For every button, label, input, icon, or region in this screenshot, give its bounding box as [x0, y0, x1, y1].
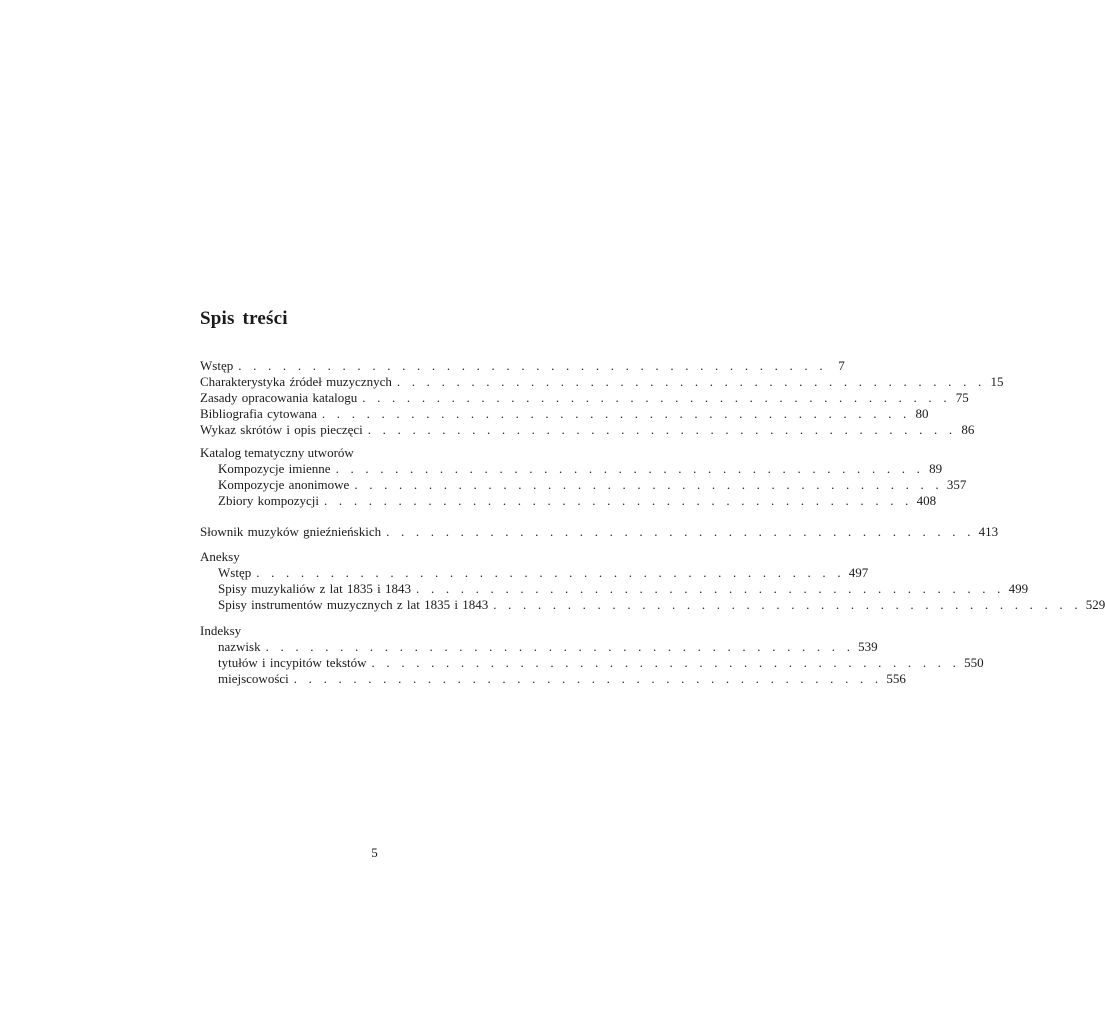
- toc-entry-label: nazwisk: [218, 639, 261, 654]
- toc-entry-label: Bibliografia cytowana: [200, 406, 317, 421]
- leader-dots: . . . . . . . . . . . . . . . . . . . . . . . . . . . . . . . . . . . . . . . .: [362, 390, 951, 405]
- toc-entry[interactable]: [200, 461, 943, 477]
- toc-entry[interactable]: [200, 639, 878, 655]
- toc-entry-label: Wstęp: [218, 565, 252, 580]
- toc-section-heading: Aneksy: [200, 549, 240, 564]
- leader-dots: . . . . . . . . . . . . . . . . . . . . . . . . . . . . . . . . . . . . . . . .: [335, 461, 925, 476]
- toc-group-catalog: [200, 445, 967, 509]
- toc-entry-page: 408: [916, 493, 937, 508]
- toc-entry-label: Zasady opracowania katalogu: [200, 390, 358, 405]
- page-number: 5: [371, 845, 378, 860]
- toc-entry-label: Spisy muzykaliów z lat 1835 i 1843: [218, 581, 412, 596]
- toc-entry[interactable]: [200, 390, 969, 406]
- toc-group-intro: [200, 358, 1004, 438]
- leader-dots: . . . . . . . . . . . . . . . . . . . . . . . . . . . . . . . . . . . . . . . .: [396, 374, 986, 389]
- toc-entry[interactable]: [200, 374, 1004, 390]
- toc-entry-page: 499: [1008, 581, 1029, 596]
- toc-entry[interactable]: [200, 565, 869, 581]
- toc-entry-page: 497: [848, 565, 869, 580]
- toc-entry-label: tytułów i incypitów tekstów: [218, 655, 367, 670]
- page-title: Spis treści: [200, 308, 288, 329]
- toc-entry-label: Charakterystyka źródeł muzycznych: [200, 374, 392, 389]
- toc-entry-label: Wstęp: [200, 358, 234, 373]
- toc-entry[interactable]: [200, 422, 975, 438]
- leader-dots: . . . . . . . . . . . . . . . . . . . . . . . . . . . . . . . . . . . . . . . .: [265, 639, 855, 654]
- toc-entry-page: 80: [915, 406, 929, 421]
- toc-section-heading: Indeksy: [200, 623, 242, 638]
- toc-group-indexes: [200, 623, 984, 687]
- leader-dots: . . . . . . . . . . . . . . . . . . . . . . . . . . . . . . . . . . . . . . . .: [238, 358, 827, 373]
- leader-dots: . . . . . . . . . . . . . . . . . . . . . . . . . . . . . . . . . . . . . . . .: [367, 422, 957, 437]
- toc-entry-page: 539: [858, 639, 878, 654]
- toc-entry[interactable]: [200, 477, 967, 493]
- toc-entry[interactable]: [200, 597, 1105, 613]
- toc-entry[interactable]: [200, 671, 906, 687]
- toc-entry[interactable]: [200, 493, 937, 509]
- toc-entry-page: 357: [946, 477, 967, 492]
- toc-entry-page: 529: [1085, 597, 1105, 612]
- toc-entry-page: 556: [886, 671, 906, 686]
- leader-dots: . . . . . . . . . . . . . . . . . . . . . . . . . . . . . . . . . . . . . . . .: [321, 406, 911, 421]
- toc-entry-label: Wykaz skrótów i opis pieczęci: [200, 422, 363, 437]
- toc-group-annexes: [200, 549, 1105, 613]
- toc-entry[interactable]: [200, 524, 999, 540]
- toc-group-dictionary: [200, 524, 999, 540]
- toc-entry-label: Kompozycje imienne: [218, 461, 331, 476]
- leader-dots: . . . . . . . . . . . . . . . . . . . . . . . . . . . . . . . . . . . . . . . .: [386, 524, 975, 539]
- toc-entry-label: miejscowości: [218, 671, 289, 686]
- toc-entry-page: 89: [929, 461, 943, 476]
- toc-entry-page: 550: [964, 655, 984, 670]
- leader-dots: . . . . . . . . . . . . . . . . . . . . . . . . . . . . . . . . . . . . . . . .: [354, 477, 943, 492]
- toc-entry-page: 86: [961, 422, 975, 437]
- leader-dots: . . . . . . . . . . . . . . . . . . . . . . . . . . . . . . . . . . . . . . . .: [256, 565, 845, 580]
- toc-entry-label: Spisy instrumentów muzycznych z lat 1835 i 1843: [218, 597, 489, 612]
- toc-entry-page: 15: [990, 374, 1004, 389]
- toc-entry[interactable]: [200, 358, 845, 374]
- toc-entry-page: 75: [955, 390, 969, 405]
- toc-entry[interactable]: [200, 655, 984, 671]
- toc-entry-label: Słownik muzyków gnieźnieńskich: [200, 524, 382, 539]
- toc-entry-page: 7: [838, 358, 845, 373]
- toc-entry-label: Kompozycje anonimowe: [218, 477, 350, 492]
- leader-dots: . . . . . . . . . . . . . . . . . . . . . . . . . . . . . . . . . . . . . . . .: [493, 597, 1082, 612]
- toc-entry-label: Zbiory kompozycji: [218, 493, 320, 508]
- leader-dots: . . . . . . . . . . . . . . . . . . . . . . . . . . . . . . . . . . . . . . . .: [371, 655, 961, 670]
- leader-dots: . . . . . . . . . . . . . . . . . . . . . . . . . . . . . . . . . . . . . . . .: [324, 493, 913, 508]
- toc-section-heading: Katalog tematyczny utworów: [200, 445, 354, 460]
- leader-dots: . . . . . . . . . . . . . . . . . . . . . . . . . . . . . . . . . . . . . . . .: [293, 671, 883, 686]
- toc-entry[interactable]: [200, 406, 929, 422]
- toc-entry[interactable]: [200, 581, 1029, 597]
- toc-entry-page: 413: [978, 524, 999, 539]
- leader-dots: . . . . . . . . . . . . . . . . . . . . . . . . . . . . . . . . . . . . . . . .: [416, 581, 1005, 596]
